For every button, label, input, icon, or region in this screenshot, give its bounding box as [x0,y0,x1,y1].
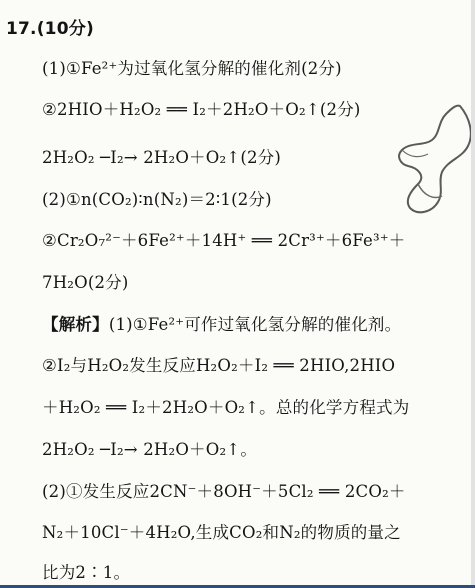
scan-smudge [388,100,475,230]
question-number: 17.(10分) [6,19,94,39]
analysis-line-3: ＋H₂O₂ ══ I₂＋2H₂O＋O₂↑。总的化学方程式为 [42,398,410,417]
analysis-line-2: ②I₂与H₂O₂发生反应H₂O₂＋I₂ ══ 2HIO,2HIO [42,356,396,375]
analysis-line-5: (2)①发生反应2CN⁻＋8OH⁻＋5Cl₂ ══ 2CO₂＋ [42,482,406,501]
analysis-line-4: 2H₂O₂ ─I₂→ 2H₂O＋O₂↑。 [42,440,258,459]
analysis-line-6: N₂＋10Cl⁻＋4H₂O,生成CO₂和N₂的物质的量之 [42,523,401,542]
analysis-line-1: (1)①Fe²⁺可作过氧化氢分解的催化剂。 [108,315,402,334]
scan-edge-right [471,0,475,588]
answer-line-3: 2H₂O₂ ─I₂→ 2H₂O＋O₂↑(2分) [42,148,281,167]
answer-line-4: (2)①n(CO₂)∶n(N₂)＝2∶1(2分) [42,190,272,209]
answer-line-2: ②2HIO＋H₂O₂ ══ I₂＋2H₂O＋O₂↑(2分) [42,100,361,119]
answer-line-5: ②Cr₂O₇²⁻＋6Fe²⁺＋14H⁺ ══ 2Cr³⁺＋6Fe³⁺＋ [42,231,406,250]
answer-line-6: 7H₂O(2分) [42,273,129,292]
analysis-paragraph-1 [42,313,401,337]
answer-line-1: (1)①Fe²⁺为过氧化氢分解的催化剂(2分) [42,59,342,78]
analysis-title: 【解析】 [42,315,109,334]
analysis-line-7: 比为2∶1。 [42,563,131,582]
